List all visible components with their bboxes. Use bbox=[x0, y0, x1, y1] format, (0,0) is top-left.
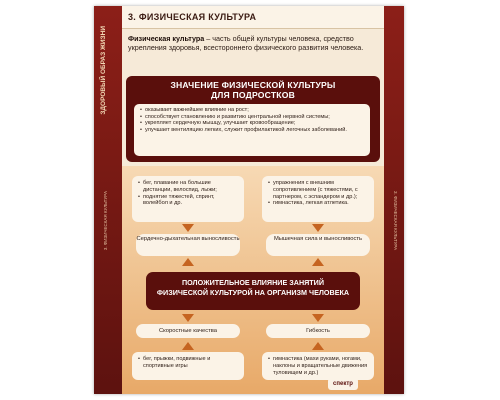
list-item: • укрепляет сердечную мышцу, улучшает кровообращение; bbox=[140, 120, 366, 127]
importance-list-panel bbox=[134, 104, 370, 156]
importance-title-line1: ЗНАЧЕНИЕ ФИЗИЧЕСКОЙ КУЛЬТУРЫ bbox=[170, 80, 336, 90]
arrow-up-icon bbox=[312, 342, 324, 350]
arrow-down-icon bbox=[312, 224, 324, 232]
header bbox=[122, 6, 384, 29]
list-item: • упражнения с внешним сопротивлением (с тяжестями, с партнером, с эспандером и др.); bbox=[268, 180, 369, 200]
list-item: • способствует становлению и развитию центральной нервной системы; bbox=[140, 114, 366, 121]
arrow-down-icon bbox=[182, 314, 194, 322]
list-item: • оказывает важнейшее влияние на рост; bbox=[140, 107, 366, 114]
page-title: 3. ФИЗИЧЕСКАЯ КУЛЬТУРА bbox=[128, 12, 257, 22]
definition-term: Физическая культура bbox=[128, 34, 205, 43]
strength-exercises-card bbox=[262, 176, 374, 222]
banner-line1: ПОЛОЖИТЕЛЬНОЕ ВЛИЯНИЕ ЗАНЯТИЙ bbox=[181, 278, 325, 287]
list-item: • гимнастика (махи руками, ногами, наклоны и вращательные движения туловищем и др.) bbox=[268, 356, 369, 376]
publisher-logo: спектр bbox=[328, 378, 358, 390]
side-caption-left: 3. ФИЗИЧЕСКАЯ КУЛЬТУРА bbox=[103, 191, 108, 251]
positive-effect-banner bbox=[146, 272, 360, 310]
poster bbox=[94, 6, 404, 394]
importance-panel bbox=[126, 76, 380, 162]
importance-list bbox=[134, 104, 370, 133]
speed-exercises-card bbox=[132, 352, 244, 380]
flexibility-exercises-card bbox=[262, 352, 374, 380]
definition-text: – часть общей культуры человека, средство укрепления здоровья, всестороннего физического развития человека. bbox=[128, 34, 364, 53]
strength-pill: Мышечная сила и выносливость bbox=[266, 234, 370, 256]
arrow-down-icon bbox=[312, 314, 324, 322]
definition bbox=[128, 34, 376, 53]
side-caption-right: 3. ФИЗИЧЕСКАЯ КУЛЬТУРА bbox=[393, 191, 398, 251]
series-label: ЗДОРОВЫЙ ОБРАЗ ЖИЗНИ bbox=[100, 26, 107, 115]
arrow-up-icon bbox=[182, 342, 194, 350]
list-item: • гимнастика, легкая атлетика. bbox=[268, 200, 369, 207]
flexibility-pill: Гибкость bbox=[266, 324, 370, 338]
banner-line2: ФИЗИЧЕСКОЙ КУЛЬТУРОЙ НА ОРГАНИЗМ ЧЕЛОВЕКА bbox=[156, 287, 350, 297]
list-item: • бег, плавание на большие дистанции, велоспид, лыжи; bbox=[138, 180, 239, 194]
importance-title-line2: ДЛЯ ПОДРОСТКОВ bbox=[210, 90, 296, 100]
poster-content bbox=[122, 6, 384, 394]
endurance-pill: Сердечно-дыхательная выносливость bbox=[136, 234, 240, 256]
arrow-down-icon bbox=[182, 224, 194, 232]
left-sidebar bbox=[94, 6, 122, 394]
arrow-up-icon bbox=[312, 258, 324, 266]
list-item: • поднятие тяжестей, спринт, волейбол и др. bbox=[138, 194, 239, 208]
banner-text bbox=[146, 278, 360, 297]
endurance-exercises-card bbox=[132, 176, 244, 222]
arrow-up-icon bbox=[182, 258, 194, 266]
list-item: • улучшает вентиляцию легких, служит профилактикой легочных заболеваний. bbox=[140, 127, 366, 134]
importance-title bbox=[126, 80, 380, 100]
right-sidebar bbox=[384, 6, 404, 394]
speed-pill: Скоростные качества bbox=[136, 324, 240, 338]
list-item: • бег, прыжки, подвижные и спортивные игры bbox=[138, 356, 239, 370]
